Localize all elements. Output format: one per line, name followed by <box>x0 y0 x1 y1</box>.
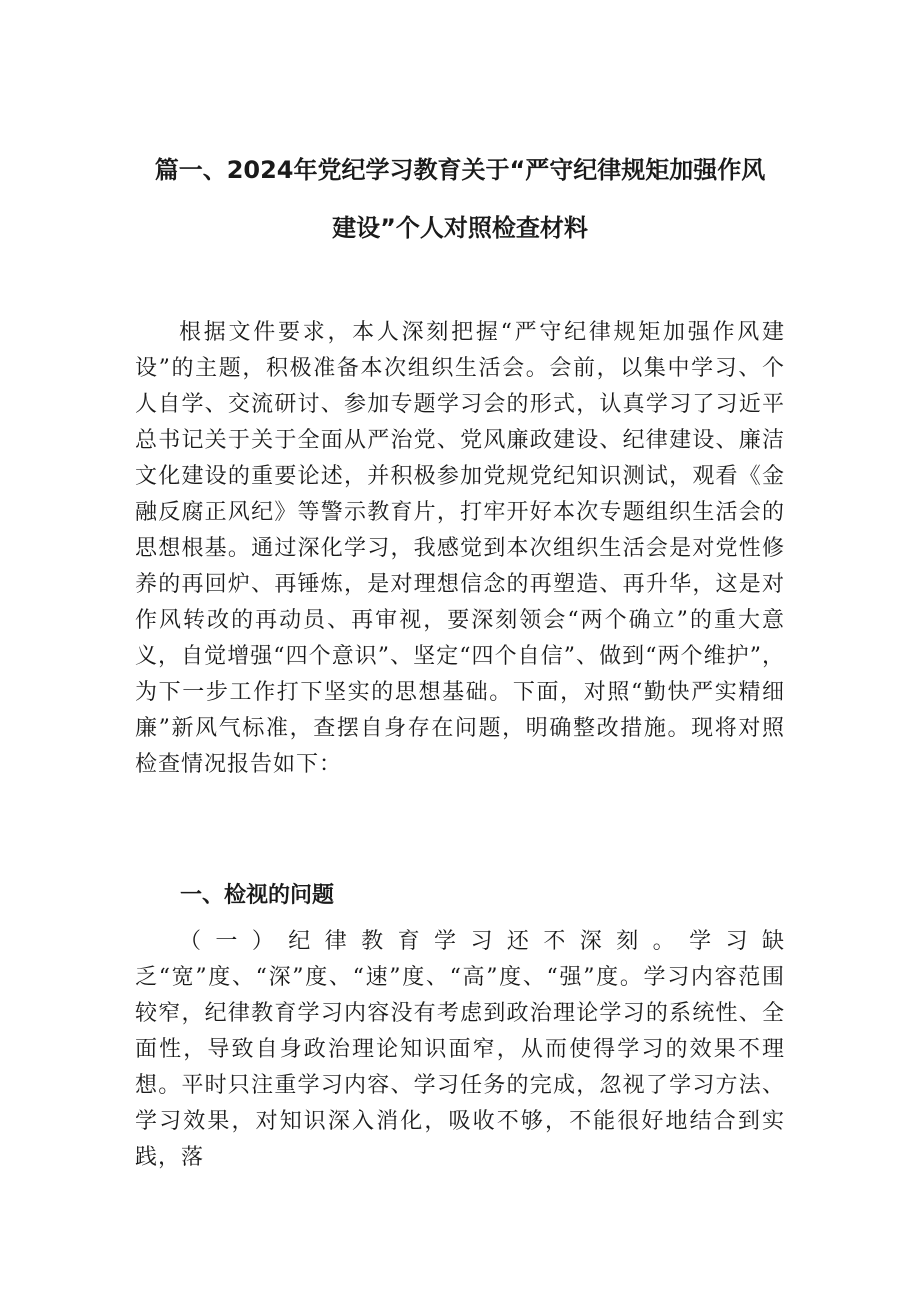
issue-paragraph-1: （一）纪律教育学习还不深刻。学习缺乏“宽”度、“深”度、“速”度、“高”度、“强”度。学习内容范围较窄，纪律教育学习内容没有考虑到政治理论学习的系统性、全面性，导致自身政治理论知识面窄，从而使得学习的效果不理想。平时只注重学习内容、学习任务的完成，忽视了学习方法、学习效果，对知识深入消化，吸收不够，不能很好地结合到实践，落 <box>135 929 785 1170</box>
intro-paragraph: 根据文件要求，本人深刻把握“严守纪律规矩加强作风建设”的主题，积极准备本次组织生活会。会前，以集中学习、个人自学、交流研讨、参加专题学习会的形式，认真学习了习近平总书记关于关于全面从严治党、党风廉政建设、纪律建设、廉洁文化建设的重要论述，并积极参加党规党纪知识测试，观看《金融反腐正风纪》等警示教育片，打牢开好本次专题组织生活会的思想根基。通过深化学习，我感觉到本次组织生活会是对党性修养的再回炉、再锤炼，是对理想信念的再塑造、再升华，这是对作风转改的再动员、再审视，要深刻领会“两个确立”的重大意义，自觉增强“四个意识”、坚定“四个自信”、做到“两个维护”，为下一步工作打下坚实的思想基础。下面，对照“勤快严实精细廉”新风气标准，查摆自身存在问题，明确整改措施。现将对照检查情况报告如下： <box>135 320 785 777</box>
document-title-line-1: 篇一、2024年党纪学习教育关于“严守纪律规矩加强作风 <box>154 156 766 184</box>
document-title-line-2: 建设”个人对照检查材料 <box>332 214 588 242</box>
section-heading-issues: 一、检视的问题 <box>180 883 335 908</box>
